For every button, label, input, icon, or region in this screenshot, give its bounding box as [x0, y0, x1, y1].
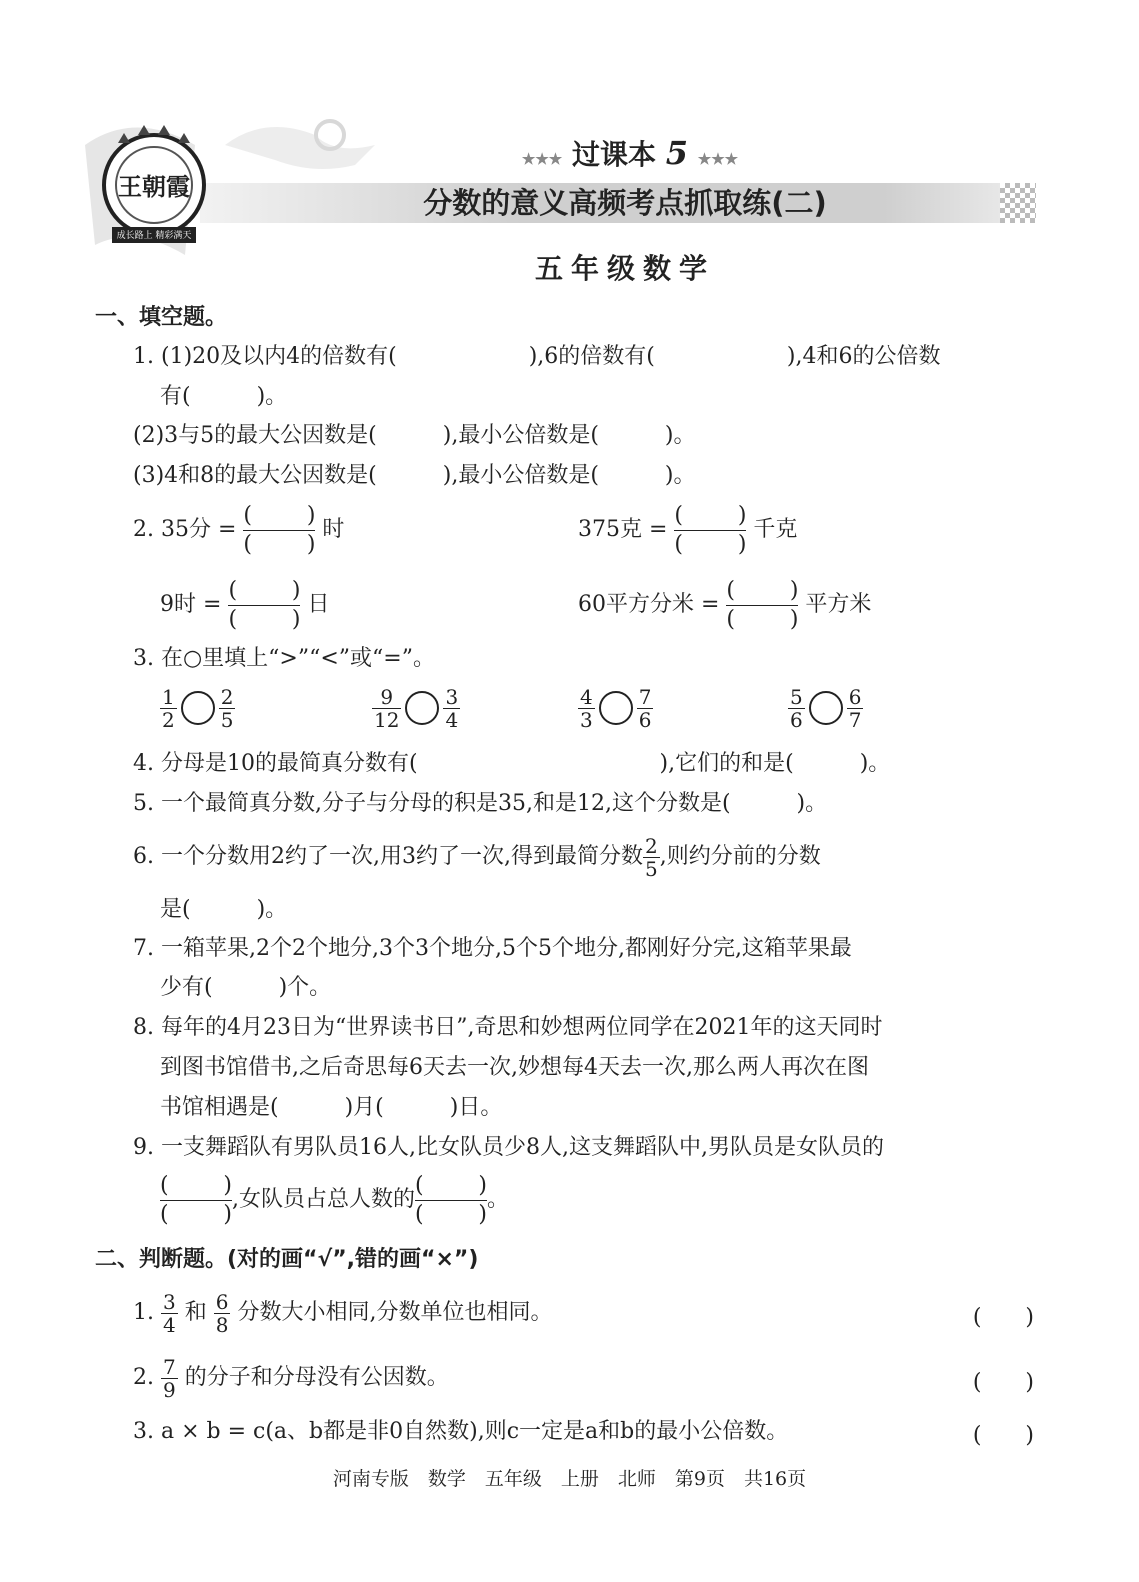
q3-text: 3. 在○里填上“>”“<”或“=”。	[133, 646, 435, 671]
q3-pair-2: $\frac{9}{12}$ $\frac{3}{4}$	[374, 684, 459, 732]
q2-b: 375克 = ( ) ( ) 千克	[578, 502, 798, 557]
blank-fraction[interactable]: ( ) ( )	[415, 1172, 487, 1227]
q2-a: 2. 35分 = ( ) ( ) 时	[133, 502, 345, 557]
blank-fraction[interactable]: ( ) ( )	[228, 577, 301, 632]
q8-line1: 8. 每年的4月23日为“世界读书日”,奇思和妙想两位同学在2021年的这天同时	[133, 1015, 883, 1040]
page-subtitle: 五年级数学	[534, 252, 715, 285]
q5-text: 5. 一个最简真分数,分子与分母的积是35,和是12,这个分数是( )。	[133, 791, 828, 816]
q1-line2: 有( )。	[160, 384, 288, 409]
q9-line2: ( ) ( ) ,女队员占总人数的 ( ) ( ) 。	[160, 1172, 510, 1227]
blank-fraction[interactable]: ( ) ( )	[243, 502, 316, 557]
judge-2: 2. $\frac{7}{9}$ 的分子和分母没有公因数。	[133, 1354, 449, 1402]
logo-text: 王朝霞	[118, 172, 190, 201]
q4-text: 4. 分母是10的最简真分数有( ),它们的和是( )。	[133, 751, 891, 776]
q1-line1: 1. (1)20及以内4的倍数有( ),6的倍数有( ),4和6的公倍数	[133, 344, 941, 369]
q7-line1: 7. 一箱苹果,2个2个地分,3个3个地分,5个5个地分,都刚好分完,这箱苹果最	[133, 936, 852, 961]
q7-line2: 少有( )个。	[160, 975, 332, 1000]
q3-pair-4: $\frac{5}{6}$ $\frac{6}{7}$	[790, 684, 862, 732]
q2-d: 60平方分米 = ( ) ( ) 平方米	[578, 577, 872, 632]
q1-part2: (2)3与5的最大公因数是( ),最小公倍数是( )。	[133, 423, 696, 448]
page-footer: 河南专版 数学 五年级 上册 北师 第9页 共16页	[332, 1468, 807, 1490]
q8-line3: 书馆相遇是( )月( )日。	[160, 1095, 503, 1120]
page-title: 分数的意义高频考点抓取练(二)	[423, 186, 827, 220]
q6-line1: 6. 一个分数用2约了一次,用3约了一次,得到最简分数 $\frac{2}{5}$ ,则约分前的分数	[133, 833, 821, 881]
judge-1: 1. $\frac{3}{4}$ 和 $\frac{6}{8}$ 分数大小相同,分数单位也相同。	[133, 1289, 553, 1337]
star-icons-left: ★★★	[521, 150, 563, 168]
badge-label: 过课本	[571, 138, 656, 171]
badge-number: 5	[665, 134, 689, 172]
answer-paren-1[interactable]: ( )	[972, 1305, 1034, 1330]
blank-fraction[interactable]: ( ) ( )	[674, 502, 747, 557]
q8-line2: 到图书馆借书,之后奇思每6天去一次,妙想每4天去一次,那么两人再次在图	[160, 1055, 869, 1080]
star-icons-right: ★★★	[697, 150, 739, 168]
section2-heading: 二、判断题。(对的画“√”,错的画“×”)	[95, 1247, 479, 1272]
answer-paren-2[interactable]: ( )	[972, 1370, 1034, 1395]
q3-pair-1: $\frac{1}{2}$ $\frac{2}{5}$	[162, 684, 234, 732]
q3-pair-3: $\frac{4}{3}$ $\frac{7}{6}$	[580, 684, 652, 732]
q2-c: 9时 = ( ) ( ) 日	[160, 577, 330, 632]
blank-fraction[interactable]: ( ) ( )	[726, 577, 799, 632]
judge-3: 3. a × b = c(a、b都是非0自然数),则c一定是a和b的最小公倍数。	[133, 1419, 789, 1444]
blank-fraction[interactable]: ( ) ( )	[160, 1172, 232, 1227]
answer-paren-3[interactable]: ( )	[972, 1423, 1034, 1448]
logo-banner: 成长路上 精彩满天	[116, 231, 192, 241]
q6-line2: 是( )。	[160, 897, 288, 922]
section1-heading: 一、填空题。	[95, 305, 228, 330]
q1-part3: (3)4和8的最大公因数是( ),最小公倍数是( )。	[133, 463, 696, 488]
q9-line1: 9. 一支舞蹈队有男队员16人,比女队员少8人,这支舞蹈队中,男队员是女队员的	[133, 1135, 884, 1160]
